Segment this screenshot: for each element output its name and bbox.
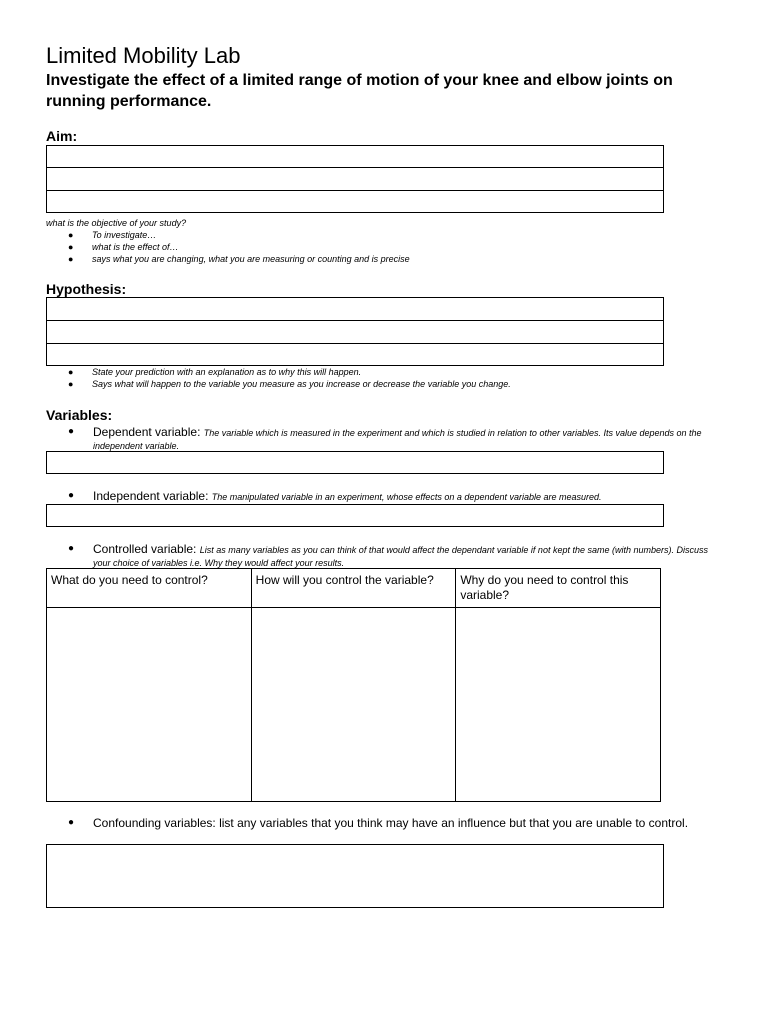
list-item: ● To investigate… [68,230,157,240]
hypothesis-row-divider [47,320,663,321]
page-title: Limited Mobility Lab [46,43,241,68]
hypothesis-answer-box[interactable] [46,297,664,366]
list-item: ● what is the effect of… [68,242,179,252]
confounding-variable-answer-box[interactable] [46,844,664,908]
controlled-variable-label: Controlled variable: [93,542,197,556]
dependent-variable-item: ● Dependent variable: The variable which is measured in the experiment and which is studied in relation to other variables. Its value depends on the independent variable. [68,425,702,451]
page-subtitle: Investigate the effect of a limited range of motion of your knee and elbow joints on running performance. [46,72,673,110]
table-header-how: How will you control the variable? [251,569,456,608]
variables-heading: Variables: [46,407,113,423]
table-row [47,608,661,802]
independent-variable-answer-box[interactable] [46,504,664,527]
controlled-variables-table [46,568,661,802]
confounding-variable-text: Confounding variables: list any variables that you think may have an influence but that you are unable to control. [93,816,689,830]
list-item: ● Says what will happen to the variable you measure as you increase or decrease the variable you change. [68,379,511,389]
aim-prompt: what is the objective of your study? [46,218,187,228]
aim-heading: Aim: [46,128,78,144]
independent-variable-label: Independent variable: [93,489,209,503]
table-cell-why[interactable] [456,608,661,802]
aim-guidance-list [68,229,410,265]
dependent-variable-answer-box[interactable] [46,451,664,474]
list-item: ● says what you are changing, what you are measuring or counting and is precise [68,254,410,264]
dependent-variable-description: The variable which is measured in the experiment and which is studied in relation to other variables. Its value depends on the independent variable. [93,428,702,451]
confounding-variable-item: ● Confounding variables: list any variables that you think may have an influence but that you are unable to control. [68,816,689,830]
list-item: ● State your prediction with an explanation as to why this will happen. [68,367,362,377]
dependent-variable-label: Dependent variable: [93,425,201,439]
hypothesis-heading: Hypothesis: [46,281,127,297]
hypothesis-row-divider [47,343,663,344]
independent-variable-description: The manipulated variable in an experiment, whose effects on a dependent variable are measured. [211,492,602,502]
controlled-variable-item: ● Controlled variable: List as many variables as you can think of that would affect the dependant variable if not kept the same (with numbers). Discuss your choice of variables i.e. Why they would affect your results. [68,542,708,568]
aim-row-divider [47,167,663,168]
aim-answer-box[interactable] [46,145,664,213]
aim-row-divider [47,190,663,191]
table-cell-what[interactable] [47,608,252,802]
table-cell-how[interactable] [251,608,456,802]
hypothesis-guidance-list [68,366,511,390]
table-header-row [47,569,661,608]
table-header-what: What do you need to control? [47,569,252,608]
controlled-variable-description: List as many variables as you can think of that would affect the dependant variable if not kept the same (with numbers). Discuss your choice of variables i.e. Why they would affect your results. [93,545,708,568]
independent-variable-item: ● Independent variable: The manipulated variable in an experiment, whose effects on a dependent variable are measured. [68,489,602,503]
table-header-why: Why do you need to control this variable? [456,569,661,608]
